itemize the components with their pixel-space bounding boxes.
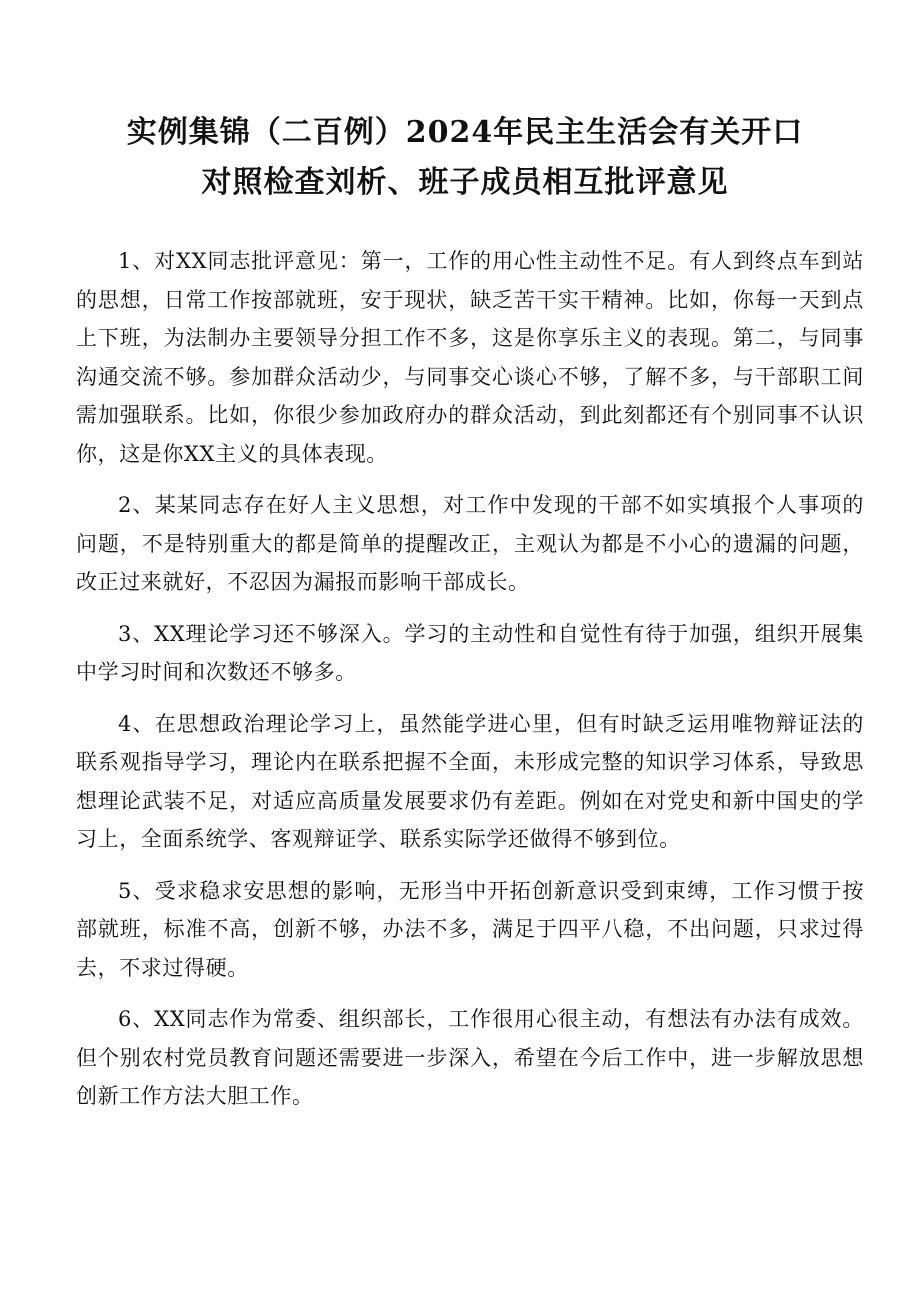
document-title-line-2: 对照检查刘析、班子成员相互批评意见 [201, 165, 729, 200]
document-body [76, 242, 864, 1129]
paragraph-3: 3、XX理论学习还不够深入。学习的主动性和自觉性有待于加强，组织开展集中学习时间和次数还不够多。 [76, 621, 864, 684]
paragraph-4: 4、在思想政治理论学习上，虽然能学进心里，但有时缺乏运用唯物辩证法的联系观指导学习，理论内在联系把握不全面，未形成完整的知识学习体系，导致思想理论武装不足，对适应高质量发展要求仍有差距。例如在对党史和新中国史的学习上，全面系统学、客观辩证学、联系实际学还做得不够到位。 [76, 711, 864, 851]
paragraph-5: 5、受求稳求安思想的影响，无形当中开拓创新意识受到束缚，工作习惯于按部就班，标准不高，创新不够，办法不多，满足于四平八稳，不出问题，只求过得去，不求过得硬。 [76, 878, 864, 980]
document-title-line-1: 实例集锦（二百例）2024年民主生活会有关开口 [126, 115, 804, 150]
paragraph-2: 2、某某同志存在好人主义思想，对工作中发现的干部不如实填报个人事项的问题，不是特别重大的都是简单的提醒改正，主观认为都是不小心的遗漏的问题，改正过来就好，不忍因为漏报而影响干部成长。 [76, 493, 864, 594]
document-title [100, 108, 830, 208]
paragraph-6: 6、XX同志作为常委、组织部长，工作很用心很主动，有想法有办法有成效。但个别农村党员教育问题还需要进一步深入，希望在今后工作中，进一步解放思想创新工作方法大胆工作。 [76, 1007, 864, 1108]
paragraph-1: 1、对XX同志批评意见：第一，工作的用心性主动性不足。有人到终点车到站的思想，日常工作按部就班，安于现状，缺乏苦干实干精神。比如，你每一天到点上下班，为法制办主要领导分担工作不多，这是你享乐主义的表现。第二，与同事沟通交流不够。参加群众活动少，与同事交心谈心不够，了解不多，与干部职工间需加强联系。比如，你很少参加政府办的群众活动，到此刻都还有个别同事不认识你，这是你XX主义的具体表现。 [76, 249, 864, 466]
